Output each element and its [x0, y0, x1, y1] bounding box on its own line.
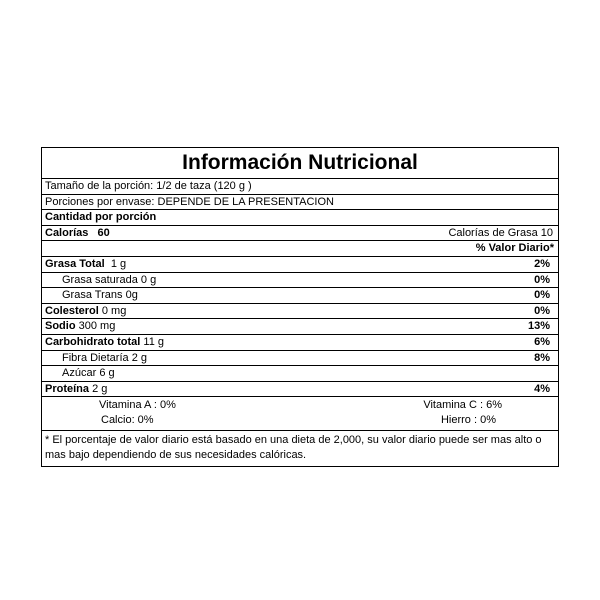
servings-per-container-row: [42, 195, 558, 211]
nutrient-name-cell: [62, 273, 156, 288]
nutrient-row-trans-fat: [42, 288, 558, 304]
nutrient-name-cell: [62, 351, 147, 366]
nutrient-row-saturated-fat: [42, 273, 558, 289]
nutrient-dv: 2%: [534, 257, 550, 270]
nutrient-amount: 300 mg: [78, 320, 116, 333]
nutrient-amount: 0g: [125, 289, 138, 302]
nutrient-row-total-carbohydrate: [42, 335, 558, 351]
nutrient-amount: 2 g: [131, 351, 147, 364]
vitamins-row-2: [42, 413, 558, 428]
nutrient-row-cholesterol: [42, 304, 558, 320]
calories-label: Calorías: [45, 226, 89, 239]
calories-cell: [45, 226, 110, 241]
nutrient-name-cell: [45, 257, 126, 272]
nutrient-dv: 4%: [534, 382, 550, 395]
nutrient-amount: 0 g: [140, 273, 157, 286]
nutrient-name: Grasa saturada: [62, 273, 138, 286]
vitamin-c: Vitamina C : 6%: [423, 399, 502, 412]
nutrient-amount: 1 g: [110, 257, 127, 270]
nutrient-dv: 8%: [534, 351, 550, 364]
nutrient-name-cell: [45, 335, 164, 350]
nutrient-amount: 6 g: [99, 367, 115, 380]
nutrient-name: Fibra Dietaría: [62, 351, 129, 364]
fat-calories: Calorías de Grasa 10: [448, 226, 553, 239]
nutrient-name: Grasa Trans: [62, 289, 123, 302]
vitamins-section: [42, 397, 558, 430]
nutrient-row-sugar: [42, 366, 558, 382]
nutrient-dv: 0%: [534, 289, 550, 302]
nutrient-name-cell: [45, 304, 126, 319]
nutrient-dv: 0%: [534, 273, 550, 286]
amount-per-serving-row: [42, 210, 558, 226]
nutrient-name: Carbohidrato total: [45, 335, 141, 348]
nutrient-amount: 2 g: [92, 382, 108, 395]
nutrient-name-cell: [62, 366, 115, 381]
calcium: Calcio: 0%: [101, 413, 154, 426]
nutrient-row-total-fat: [42, 257, 558, 273]
calories-row: [42, 226, 558, 242]
nutrient-amount: 11 g: [143, 335, 164, 348]
nutrient-name-cell: [45, 319, 115, 334]
nutrient-name-cell: [62, 288, 138, 303]
nutrient-row-protein: [42, 382, 558, 398]
nutrient-row-sodium: [42, 319, 558, 335]
label-title: Información Nutricional: [42, 148, 558, 179]
nutrient-name: Grasa Total: [45, 257, 105, 270]
vitamin-a: Vitamina A : 0%: [99, 399, 176, 412]
servings-per-container-text: Porciones por envase: DEPENDE DE LA PRESENTACION: [45, 195, 334, 208]
serving-size-row: [42, 179, 558, 195]
nutrient-name: Sodio: [45, 320, 76, 333]
calories-value: 60: [97, 226, 110, 239]
daily-value-header: % Valor Diario*: [475, 242, 554, 255]
nutrient-dv: 6%: [534, 335, 550, 348]
nutrient-name: Proteína: [45, 382, 90, 395]
amount-per-serving-text: Cantidad por porción: [45, 211, 157, 224]
nutrient-name: Azúcar: [62, 367, 97, 380]
nutrient-name: Colesterol: [45, 304, 99, 317]
footnote: * El porcentaje de valor diario está basado en una dieta de 2,000, su valor diario puede ser mas alto o mas bajo dependiendo de sus necesidades calóricas.: [45, 433, 542, 461]
serving-size-text: Tamaño de la porción: 1/2 de taza (120 g ): [45, 180, 252, 192]
nutrient-name-cell: [45, 382, 107, 397]
nutrient-amount: 0 mg: [101, 304, 127, 317]
vitamins-row-1: [42, 398, 558, 413]
nutrient-dv: 0%: [534, 304, 550, 317]
daily-value-header-row: [42, 241, 558, 257]
nutrition-facts-label: [41, 147, 559, 467]
iron: Hierro : 0%: [440, 413, 496, 426]
nutrient-dv: 13%: [527, 320, 550, 333]
nutrient-row-dietary-fiber: [42, 351, 558, 367]
